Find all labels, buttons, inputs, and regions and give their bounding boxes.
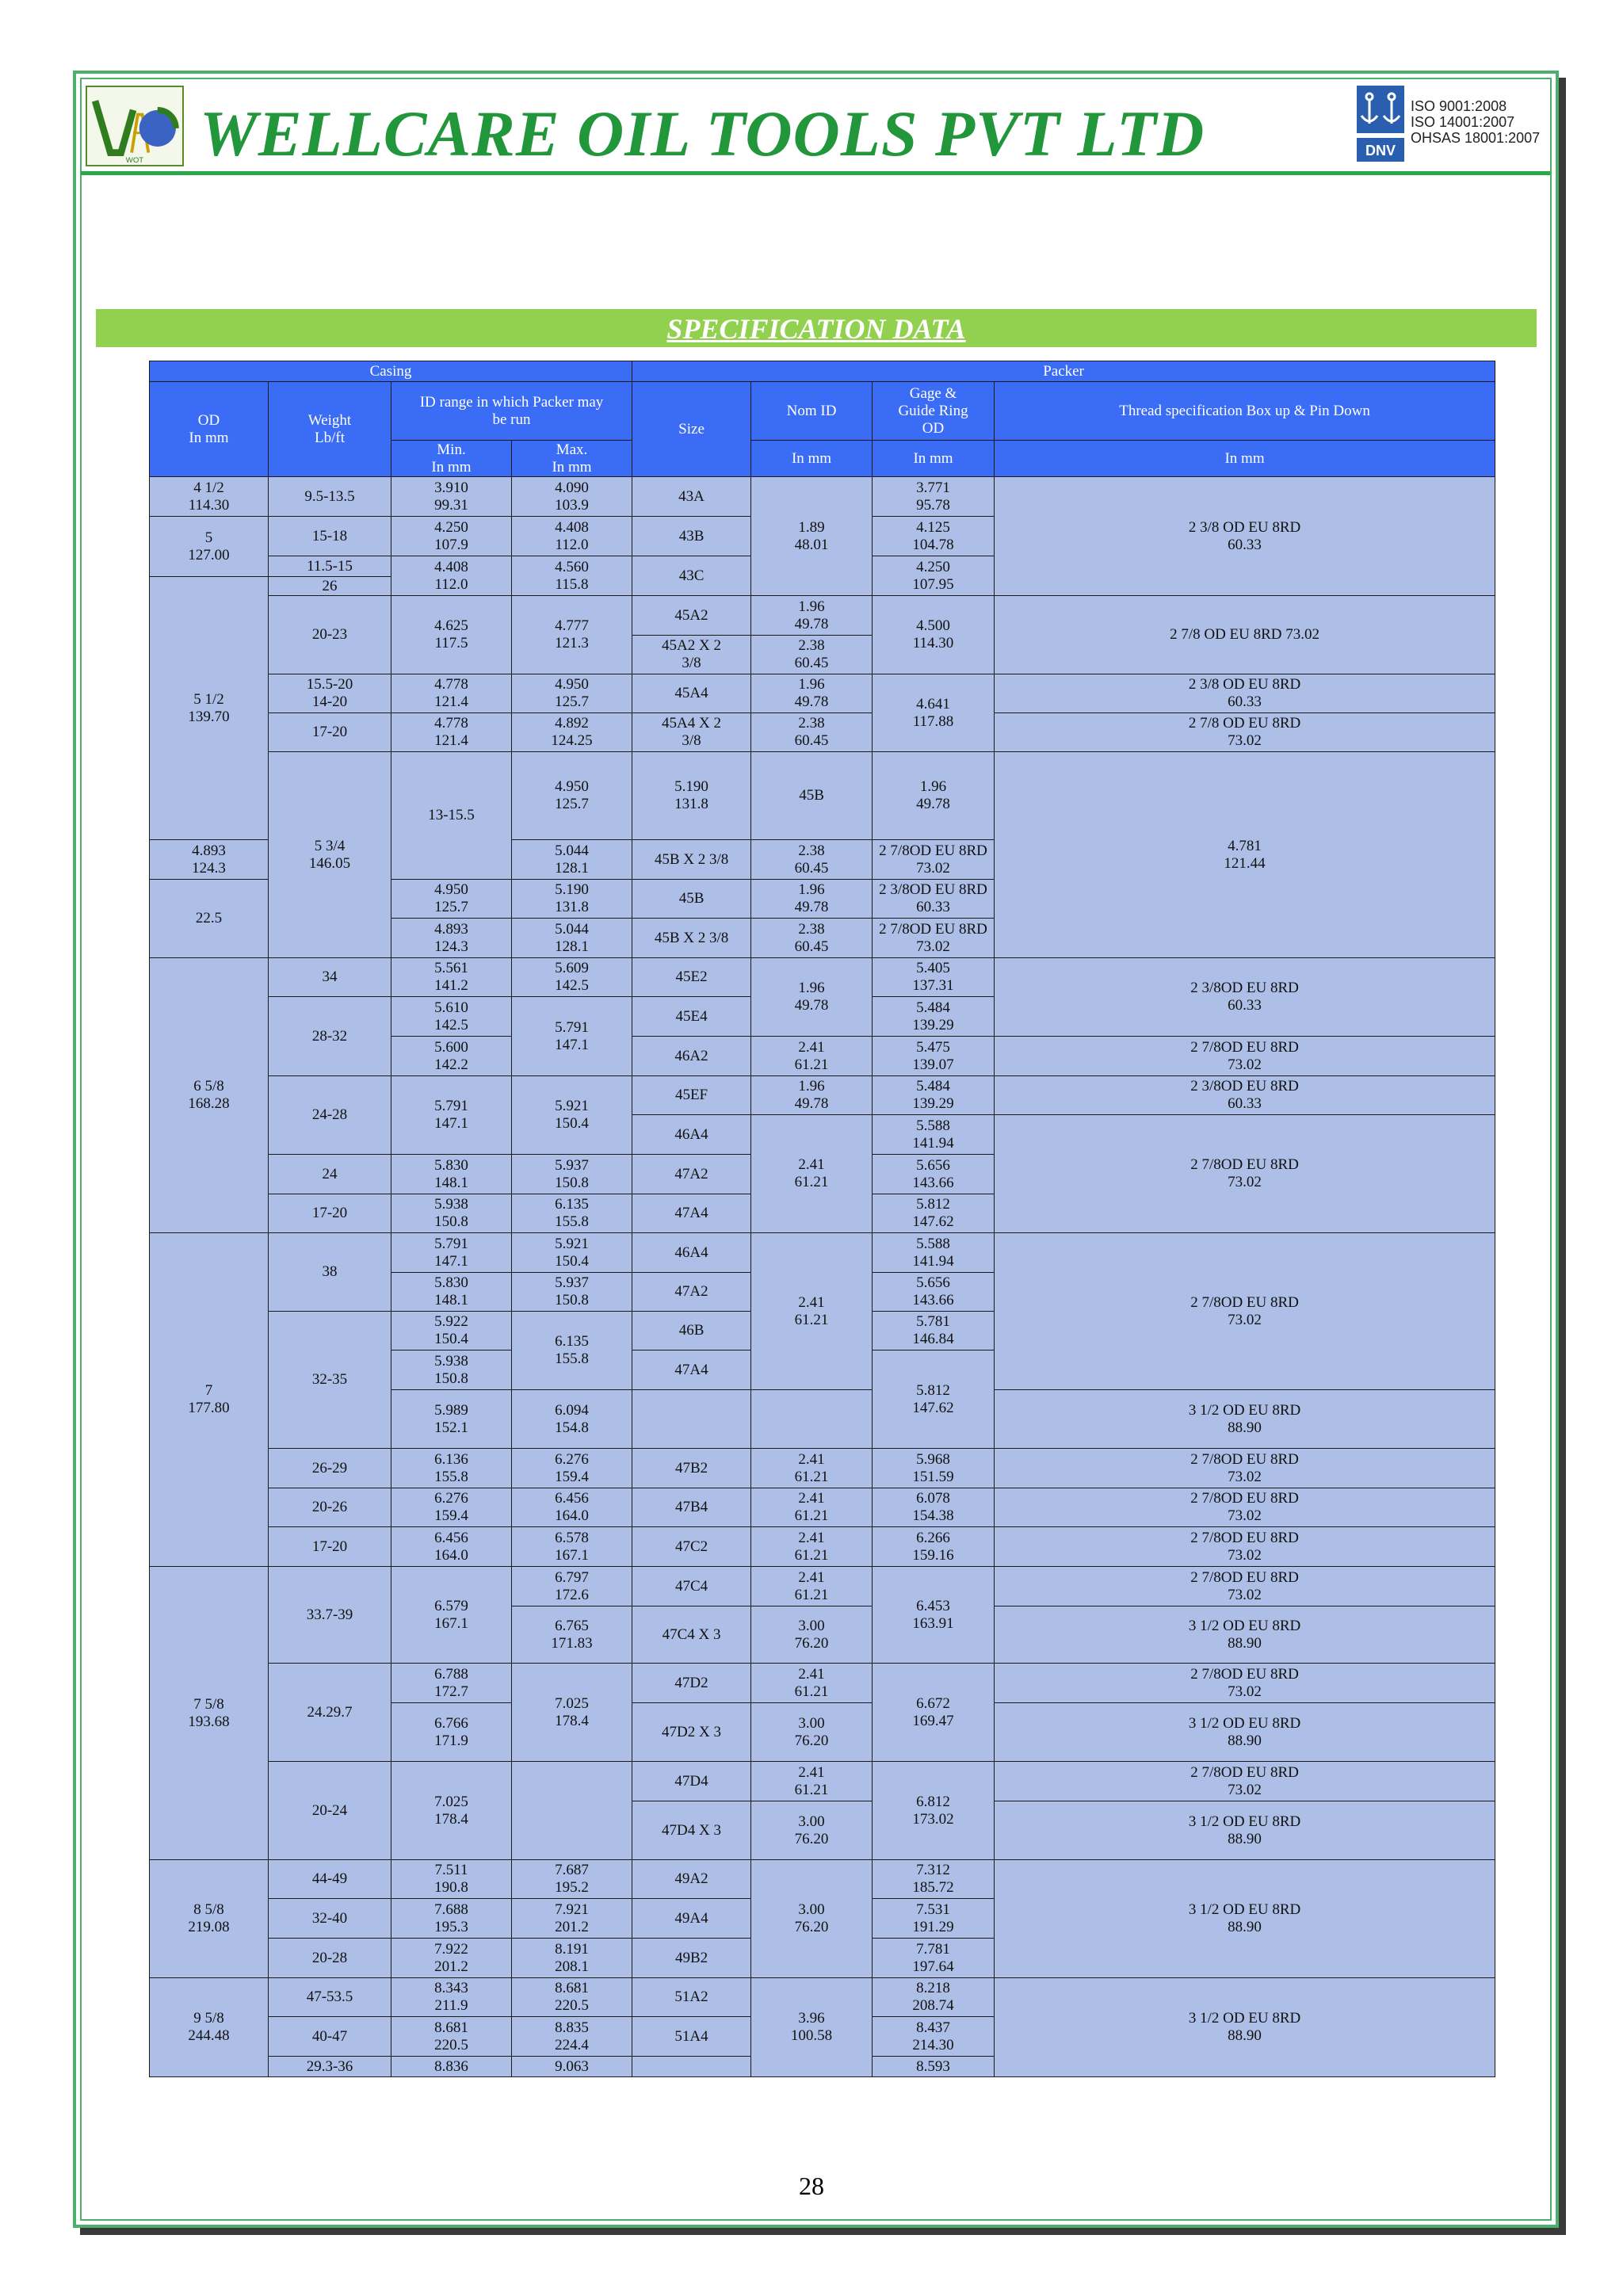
table-cell: 11.5-15	[269, 556, 391, 577]
table-cell: 5.656 143.66	[873, 1273, 995, 1312]
table-cell: 47C4 X 3	[632, 1606, 751, 1664]
section-title: SPECIFICATION DATA	[666, 313, 966, 345]
table-cell: 28-32	[269, 997, 391, 1076]
table-cell: 46A4	[632, 1233, 751, 1273]
table-cell: 49B2	[632, 1939, 751, 1978]
table-cell: 8.593	[873, 2057, 995, 2077]
table-cell: 2 7/8OD EU 8RD 73.02	[995, 1762, 1495, 1801]
table-cell: 45A2	[632, 596, 751, 636]
table-cell: 47C4	[632, 1567, 751, 1606]
unit-thread: In mm	[995, 441, 1495, 477]
table-cell: 6.578 167.1	[512, 1527, 632, 1567]
col-header-size: Size	[632, 382, 751, 477]
table-cell: 47-53.5	[269, 1978, 391, 2017]
table-cell: 8.191 208.1	[512, 1939, 632, 1978]
table-cell: 6.456 164.0	[512, 1488, 632, 1527]
table-cell: 4.778 121.4	[391, 713, 512, 752]
table-cell: 4 1/2 114.30	[150, 477, 269, 517]
table-cell: 45B	[632, 880, 751, 919]
table-cell: 4.090 103.9	[512, 477, 632, 517]
table-cell: 2 7/8OD EU 8RD 73.02	[995, 1567, 1495, 1606]
table-cell: 49A2	[632, 1860, 751, 1899]
table-cell: 38	[269, 1233, 391, 1312]
table-cell: 6.266 159.16	[873, 1527, 995, 1567]
table-cell: 6.135 155.8	[512, 1194, 632, 1233]
table-cell: 8.681 220.5	[512, 1978, 632, 2017]
table-cell: 6.672 169.47	[873, 1664, 995, 1762]
table-cell: 24	[269, 1155, 391, 1194]
table-cell: 4.560 115.8	[512, 556, 632, 596]
table-cell: 6.276 159.4	[512, 1449, 632, 1488]
table-cell: 6.766 171.9	[391, 1703, 512, 1762]
table-cell: 45E4	[632, 997, 751, 1037]
table-cell: 5.937 150.8	[512, 1273, 632, 1312]
table-cell: 7 177.80	[150, 1233, 269, 1567]
table-cell: 47D4	[632, 1762, 751, 1801]
header-rule	[81, 171, 1550, 175]
table-cell: 45B	[751, 752, 873, 840]
col-header-weight: Weight Lb/ft	[269, 382, 391, 477]
table-cell: 3 1/2 OD EU 8RD 88.90	[995, 1390, 1495, 1449]
table-cell: 13-15.5	[391, 752, 512, 880]
table-cell: 5.044 128.1	[512, 919, 632, 958]
table-cell: 2.41 61.21	[751, 1664, 873, 1703]
table-cell: 2 7/8OD EU 8RD 73.02	[995, 1233, 1495, 1390]
table-cell: 2 7/8OD EU 8RD 73.02	[995, 1449, 1495, 1488]
table-cell-empty	[632, 2057, 751, 2077]
table-cell: 4.250 107.9	[391, 517, 512, 556]
table-cell: 5.405 137.31	[873, 958, 995, 997]
table-cell: 20-26	[269, 1488, 391, 1527]
table-cell: 5.791 147.1	[391, 1233, 512, 1273]
table-cell: 5.937 150.8	[512, 1155, 632, 1194]
table-cell: 2.41 61.21	[751, 1037, 873, 1076]
table-cell: 34	[269, 958, 391, 997]
table-cell: 6.788 172.7	[391, 1664, 512, 1703]
table-cell: 20-28	[269, 1939, 391, 1978]
col-header-nom-id: Nom ID	[751, 382, 873, 441]
col-header-min: Min. In mm	[391, 441, 512, 477]
table-cell: 8.836	[391, 2057, 512, 2077]
table-cell: 4.893 124.3	[391, 919, 512, 958]
table-cell: 2.38 60.45	[751, 840, 873, 880]
table-cell: 46B	[632, 1312, 751, 1350]
table-cell: 3 1/2 OD EU 8RD 88.90	[995, 1606, 1495, 1664]
table-cell: 2 7/8OD EU 8RD 73.02	[995, 1037, 1495, 1076]
table-cell: 5.812 147.62	[873, 1194, 995, 1233]
table-cell: 5.921 150.4	[512, 1076, 632, 1155]
table-cell: 47B4	[632, 1488, 751, 1527]
table-cell: 20-23	[269, 596, 391, 674]
table-cell: 5.588 141.94	[873, 1233, 995, 1273]
table-cell: 15.5-20 14-20	[269, 674, 391, 713]
col-header-od: OD In mm	[150, 382, 269, 477]
table-cell: 8.218 208.74	[873, 1978, 995, 2017]
table-cell: 47A4	[632, 1194, 751, 1233]
table-cell: 2 3/8OD EU 8RD 60.33	[995, 1076, 1495, 1115]
table-cell: 3.00 76.20	[751, 1703, 873, 1762]
table-cell: 6.276 159.4	[391, 1488, 512, 1527]
table-cell: 2 3/8 OD EU 8RD 60.33	[995, 674, 1495, 713]
svg-text:WOT: WOT	[125, 156, 144, 166]
table-cell: 3.00 76.20	[751, 1801, 873, 1860]
table-cell: 40-47	[269, 2017, 391, 2057]
table-cell: 2.41 61.21	[751, 1488, 873, 1527]
table-cell: 6.812 173.02	[873, 1762, 995, 1860]
table-cell: 4.893 124.3	[150, 840, 269, 880]
table-cell: 4.625 117.5	[391, 596, 512, 674]
col-header-id-range: ID range in which Packer may be run	[391, 382, 632, 441]
table-cell: 5 3/4 146.05	[269, 752, 391, 958]
table-cell: 7.511 190.8	[391, 1860, 512, 1899]
table-cell: 51A4	[632, 2017, 751, 2057]
table-cell: 5 1/2 139.70	[150, 577, 269, 840]
table-cell: 2 7/8OD EU 8RD 73.02	[995, 1664, 1495, 1703]
table-cell: 2 7/8OD EU 8RD 73.02	[995, 1527, 1495, 1567]
table-cell: 6.579 167.1	[391, 1567, 512, 1664]
table-cell: 43C	[632, 556, 751, 596]
table-cell: 8.437 214.30	[873, 2017, 995, 2057]
company-name: WELLCARE OIL TOOLS PVT LTD	[200, 97, 1205, 170]
table-cell-empty	[632, 1390, 751, 1449]
table-cell: 7.921 201.2	[512, 1899, 632, 1939]
table-cell: 5.190 131.8	[632, 752, 751, 840]
table-cell: 47A2	[632, 1155, 751, 1194]
table-cell: 2 3/8OD EU 8RD 60.33	[873, 880, 995, 919]
table-cell: 8.681 220.5	[391, 2017, 512, 2057]
table-cell: 4.408 112.0	[512, 517, 632, 556]
table-cell: 5.600 142.2	[391, 1037, 512, 1076]
table-cell: 4.950 125.7	[391, 880, 512, 919]
table-cell: 7.922 201.2	[391, 1939, 512, 1978]
table-cell: 49A4	[632, 1899, 751, 1939]
table-cell-empty	[751, 1390, 873, 1449]
table-cell: 44-49	[269, 1860, 391, 1899]
table-cell: 5.922 150.4	[391, 1312, 512, 1350]
table-cell: 5.938 150.8	[391, 1350, 512, 1390]
table-cell: 4.250 107.95	[873, 556, 995, 596]
table-cell: 7.687 195.2	[512, 1860, 632, 1899]
table-cell: 47D2	[632, 1664, 751, 1703]
company-logo	[86, 86, 184, 166]
table-cell: 5.968 151.59	[873, 1449, 995, 1488]
casing-header: Casing	[150, 361, 632, 382]
table-cell: 5.484 139.29	[873, 1076, 995, 1115]
table-cell: 6.797 172.6	[512, 1567, 632, 1606]
table-cell: 3.00 76.20	[751, 1606, 873, 1664]
table-cell: 3.96 100.58	[751, 1978, 873, 2077]
table-cell: 1.96 49.78	[751, 674, 873, 713]
table-cell: 7.688 195.3	[391, 1899, 512, 1939]
table-cell: 4.777 121.3	[512, 596, 632, 674]
table-cell: 5.989 152.1	[391, 1390, 512, 1449]
table-cell: 6.135 155.8	[512, 1312, 632, 1390]
table-cell: 47D4 X 3	[632, 1801, 751, 1860]
table-cell: 3.00 76.20	[751, 1860, 873, 1978]
table-cell: 5.812 147.62	[873, 1350, 995, 1449]
specification-table	[149, 361, 1495, 2077]
table-cell: 7.781 197.64	[873, 1939, 995, 1978]
certification-iso-14001: ISO 14001:2007	[1411, 114, 1515, 130]
table-cell: 6.078 154.38	[873, 1488, 995, 1527]
table-cell: 5.610 142.5	[391, 997, 512, 1037]
table-cell: 5.484 139.29	[873, 997, 995, 1037]
table-cell: 2 3/8OD EU 8RD 60.33	[995, 958, 1495, 1037]
table-cell: 2.38 60.45	[751, 919, 873, 958]
table-cell: 8.343 211.9	[391, 1978, 512, 2017]
table-cell: 17-20	[269, 1527, 391, 1567]
table-cell: 26	[269, 577, 391, 596]
table-cell-empty	[512, 1762, 632, 1860]
table-cell: 6.453 163.91	[873, 1567, 995, 1664]
table-cell: 7.025 178.4	[391, 1762, 512, 1860]
certification-ohsas: OHSAS 18001:2007	[1411, 130, 1541, 146]
table-cell: 45A4 X 2 3/8	[632, 713, 751, 752]
table-cell: 4.950 125.7	[512, 752, 632, 840]
table-cell: 5.561 141.2	[391, 958, 512, 997]
table-cell: 9 5/8 244.48	[150, 1978, 269, 2077]
table-cell: 4.778 121.4	[391, 674, 512, 713]
col-header-thread: Thread specification Box up & Pin Down	[995, 382, 1495, 441]
table-cell: 2 7/8OD EU 8RD 73.02	[873, 840, 995, 880]
table-cell: 26-29	[269, 1449, 391, 1488]
table-cell: 5.781 146.84	[873, 1312, 995, 1350]
table-cell: 46A4	[632, 1115, 751, 1155]
table-cell: 2.41 61.21	[751, 1527, 873, 1567]
table-cell: 8 5/8 219.08	[150, 1860, 269, 1978]
table-cell: 1.96 49.78	[751, 958, 873, 1037]
table-cell: 8.835 224.4	[512, 2017, 632, 2057]
table-cell: 47A4	[632, 1350, 751, 1390]
table-cell: 4.641 117.88	[873, 674, 995, 752]
table-cell: 7.025 178.4	[512, 1664, 632, 1762]
table-cell: 4.950 125.7	[512, 674, 632, 713]
table-cell: 17-20	[269, 1194, 391, 1233]
table-cell: 5.475 139.07	[873, 1037, 995, 1076]
table-cell: 2 7/8OD EU 8RD 73.02	[873, 919, 995, 958]
table-cell: 2 7/8 OD EU 8RD 73.02	[995, 596, 1495, 674]
table-cell: 47C2	[632, 1527, 751, 1567]
table-cell: 2.38 60.45	[751, 713, 873, 752]
table-cell: 3 1/2 OD EU 8RD 88.90	[995, 1860, 1495, 1978]
table-cell: 5.830 148.1	[391, 1155, 512, 1194]
table-cell: 9.5-13.5	[269, 477, 391, 517]
table-cell: 1.96 49.78	[751, 1076, 873, 1115]
table-cell: 29.3-36	[269, 2057, 391, 2077]
table-cell: 6.456 164.0	[391, 1527, 512, 1567]
table-cell: 7.312 185.72	[873, 1860, 995, 1899]
certification-iso-9001: ISO 9001:2008	[1411, 98, 1507, 114]
table-cell: 3.771 95.78	[873, 477, 995, 517]
table-cell: 3 1/2 OD EU 8RD 88.90	[995, 1978, 1495, 2077]
table-cell: 5.791 147.1	[391, 1076, 512, 1155]
table-cell: 51A2	[632, 1978, 751, 2017]
col-header-gage-od: Gage & Guide Ring OD	[873, 382, 995, 441]
table-cell: 2.41 61.21	[751, 1115, 873, 1233]
col-header-max: Max. In mm	[512, 441, 632, 477]
table-cell: 4.408 112.0	[391, 556, 512, 596]
table-cell: 22.5	[150, 880, 269, 958]
table-cell: 43A	[632, 477, 751, 517]
table-cell: 3 1/2 OD EU 8RD 88.90	[995, 1801, 1495, 1860]
page-number: 28	[799, 2172, 824, 2200]
table-cell: 2 7/8OD EU 8RD 73.02	[995, 1488, 1495, 1527]
table-cell: 46A2	[632, 1037, 751, 1076]
table-cell: 45B X 2 3/8	[632, 919, 751, 958]
table-cell: 5.830 148.1	[391, 1273, 512, 1312]
table-cell: 5.609 142.5	[512, 958, 632, 997]
dnv-anchor-icon	[1357, 86, 1404, 162]
table-cell: 6.136 155.8	[391, 1449, 512, 1488]
table-cell: 4.892 124.25	[512, 713, 632, 752]
table-cell: 4.125 104.78	[873, 517, 995, 556]
table-cell: 20-24	[269, 1762, 391, 1860]
table-cell: 1.96 49.78	[751, 880, 873, 919]
table-cell: 45A2 X 2 3/8	[632, 636, 751, 674]
table-cell: 45EF	[632, 1076, 751, 1115]
table-cell: 24-28	[269, 1076, 391, 1155]
table-cell: 9.063	[512, 2057, 632, 2077]
table-cell: 2.41 61.21	[751, 1567, 873, 1606]
table-cell: 2.38 60.45	[751, 636, 873, 674]
table-cell: 32-35	[269, 1312, 391, 1449]
table-cell: 2 3/8 OD EU 8RD 60.33	[995, 477, 1495, 596]
table-cell: 2.41 61.21	[751, 1233, 873, 1390]
table-cell: 7 5/8 193.68	[150, 1567, 269, 1860]
table-cell: 4.500 114.30	[873, 596, 995, 674]
table-cell: 6 5/8 168.28	[150, 958, 269, 1233]
table-cell: 1.89 48.01	[751, 477, 873, 596]
packer-header: Packer	[632, 361, 1495, 382]
table-cell: 5.656 143.66	[873, 1155, 995, 1194]
table-cell: 6.094 154.8	[512, 1390, 632, 1449]
table-cell: 5.791 147.1	[512, 997, 632, 1076]
table-cell: 3.910 99.31	[391, 477, 512, 517]
table-cell: 5.938 150.8	[391, 1194, 512, 1233]
table-cell: 45E2	[632, 958, 751, 997]
table-cell: 5.921 150.4	[512, 1233, 632, 1273]
table-cell: 47A2	[632, 1273, 751, 1312]
table-cell: 17-20	[269, 713, 391, 752]
table-cell: 5.044 128.1	[512, 840, 632, 880]
unit-nom-id: In mm	[751, 441, 873, 477]
table-cell: 6.765 171.83	[512, 1606, 632, 1664]
table-cell: 2.41 61.21	[751, 1449, 873, 1488]
table-cell: 24.29.7	[269, 1664, 391, 1762]
table-cell: 1.96 49.78	[873, 752, 995, 840]
svg-text:DNV: DNV	[1365, 143, 1396, 159]
unit-gage-od: In mm	[873, 441, 995, 477]
table-cell: 4.781 121.44	[995, 752, 1495, 958]
table-cell: 2.41 61.21	[751, 1762, 873, 1801]
table-cell: 32-40	[269, 1899, 391, 1939]
table-cell: 2 7/8 OD EU 8RD 73.02	[995, 713, 1495, 752]
table-cell: 47D2 X 3	[632, 1703, 751, 1762]
table-cell: 5.190 131.8	[512, 880, 632, 919]
table-cell: 7.531 191.29	[873, 1899, 995, 1939]
table-cell: 47B2	[632, 1449, 751, 1488]
table-cell: 1.96 49.78	[751, 596, 873, 636]
table-cell: 15-18	[269, 517, 391, 556]
table-cell: 5 127.00	[150, 517, 269, 577]
table-cell: 45B X 2 3/8	[632, 840, 751, 880]
table-cell: 2 7/8OD EU 8RD 73.02	[995, 1115, 1495, 1233]
table-cell: 3 1/2 OD EU 8RD 88.90	[995, 1703, 1495, 1762]
table-cell: 33.7-39	[269, 1567, 391, 1664]
table-cell: 45A4	[632, 674, 751, 713]
table-cell: 5.588 141.94	[873, 1115, 995, 1155]
certification-list	[1411, 98, 1540, 146]
section-banner	[96, 309, 1537, 347]
table-cell: 43B	[632, 517, 751, 556]
